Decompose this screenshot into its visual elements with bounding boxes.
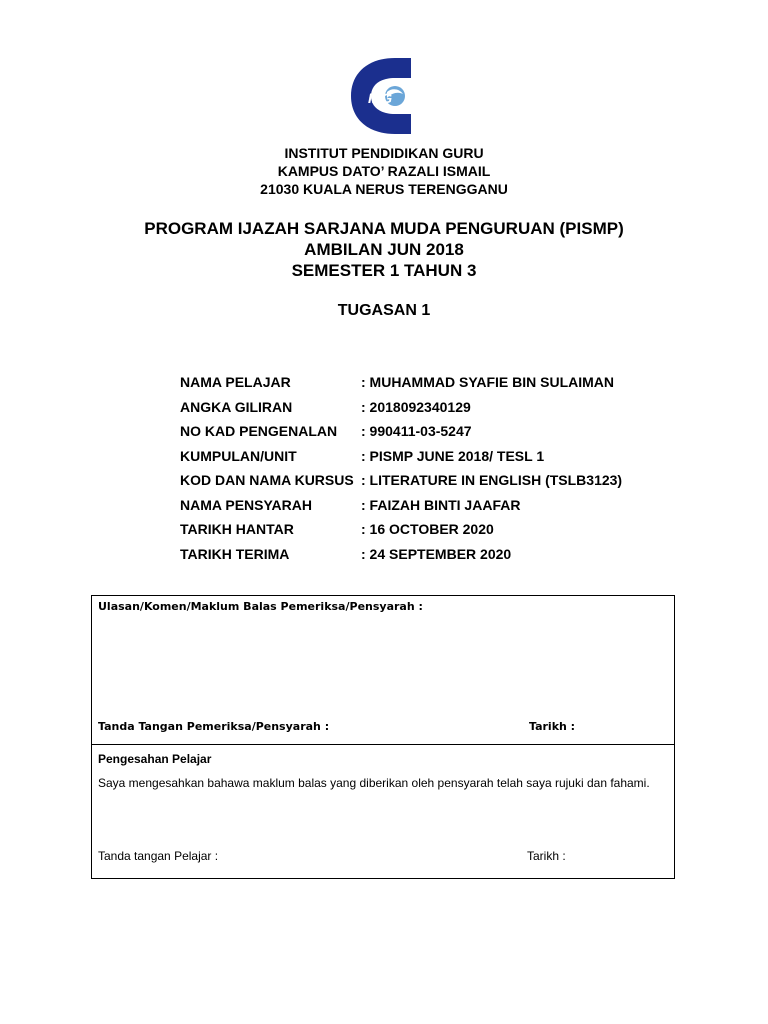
program-intake: AMBILAN JUN 2018 [304,240,464,259]
program-header [0,218,768,281]
examiner-signature-label: Tanda Tangan Pemeriksa/Pensyarah : [98,720,330,733]
info-label: TARIKH HANTAR [180,521,294,537]
ipg-logo [349,56,415,136]
info-value: : 24 SEPTEMBER 2020 [361,545,512,562]
info-value: : MUHAMMAD SYAFIE BIN SULAIMAN [361,374,615,390]
info-value: : LITERATURE IN ENGLISH (TSLB3123) [361,472,623,488]
info-value: : PISMP JUNE 2018/ TESL 1 [361,447,545,464]
info-value: : 990411-03-5247 [361,423,472,439]
logo-text: IPG [368,90,393,106]
examiner-date-label: Tarikh : [529,720,576,733]
info-value: : 16 OCTOBER 2020 [361,521,494,537]
info-row-receive-date [180,542,622,567]
assignment-title: TUGASAN 1 [337,302,431,319]
info-value: : FAIZAH BINTI JAAFAR [361,496,521,513]
program-semester: SEMESTER 1 TAHUN 3 [291,261,477,280]
info-label: NAMA PELAJAR [180,374,291,390]
info-label: ANGKA GILIRAN [180,398,293,415]
info-label: TARIKH TERIMA [180,545,290,562]
info-row-student-name [180,370,622,395]
student-date-label: Tarikh : [527,849,566,863]
info-row-lecturer [180,493,622,518]
student-signature-label: Tanda tangan Pelajar : [98,849,219,863]
info-label: KOD DAN NAMA KURSUS [180,472,354,488]
info-label: KUMPULAN/UNIT [180,447,297,464]
program-name: PROGRAM IJAZAH SARJANA MUDA PENGURUAN (PISMP) [144,219,624,238]
feedback-title: Ulasan/Komen/Maklum Balas Pemeriksa/Pensyarah : [98,600,423,613]
institution-header [0,144,768,198]
student-info-list [180,370,622,566]
campus-name: KAMPUS DATO’ RAZALI ISMAIL [277,163,491,179]
info-value: : 2018092340129 [361,398,471,415]
confirmation-box [91,744,675,879]
confirmation-title: Pengesahan Pelajar [98,752,212,766]
info-row-index-number [180,395,622,420]
feedback-box [91,595,675,745]
info-label: NO KAD PENGENALAN [180,423,338,439]
info-row-course [180,468,622,493]
info-row-ic-number [180,419,622,444]
campus-address: 21030 KUALA NERUS TERENGGANU [260,181,508,197]
info-label: NAMA PENSYARAH [180,496,312,513]
info-row-group [180,444,622,469]
confirmation-statement: Saya mengesahkan bahawa maklum balas yang diberikan oleh pensyarah telah saya rujuki dan fahami. [98,776,650,790]
institution-name: INSTITUT PENDIDIKAN GURU [284,145,484,161]
info-row-submit-date [180,517,622,542]
